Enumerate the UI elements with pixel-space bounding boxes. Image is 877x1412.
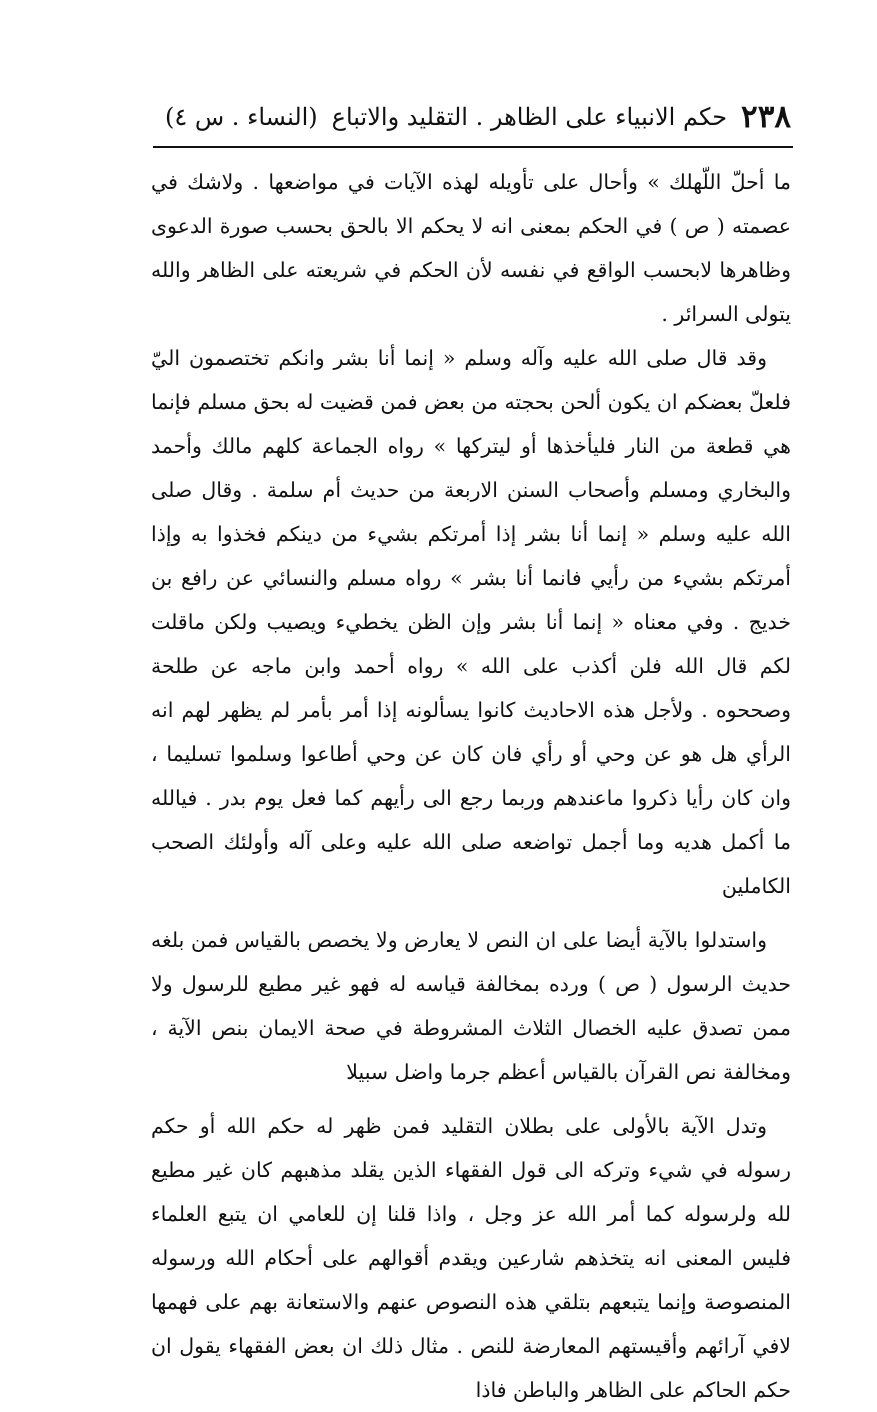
- page-number: ٢٣٨: [741, 99, 791, 135]
- body-text: [151, 160, 791, 1412]
- paragraph-4: وتدل الآية بالأولى على بطلان التقليد فمن ظهر له حكم الله أو حكم رسوله في شيء وتركه الى قول الفقهاء الذين يقلد مذهبهم كان غير مطيع لله ولرسوله كما أمر الله عز وجل ، واذا قلنا إن للعامي ان يتبع العلماء فليس المعنى انه يتخذهم شارعين ويقدم أقوالهم على أحكام الله ورسوله المنصوصة وإنما يتبعهم بتلقي هذه النصوص عنهم والاستعانة بهم على فهمها لافي آرائهم وأقيستهم المعارضة للنص . مثال ذلك ان بعض الفقهاء يقول ان حكم الحاكم على الظاهر والباطن فاذا: [151, 1114, 791, 1402]
- header-rule: [153, 146, 793, 148]
- page-header: [164, 92, 791, 142]
- paragraph-3: واستدلوا بالآية أيضا على ان النص لا يعارض ولا يخصص بالقياس فمن بلغه حديث الرسول ( ص ) ورده بمخالفة قياسه له فهو غير مطيع للرسول ولا ممن تصدق عليه الخصال الثلاث المشروطة في صحة الايمان بنص الآية ، ومخالفة نص القرآن بالقياس أعظم جرما واضل سبيلا: [151, 928, 791, 1084]
- paragraph-1: ما أحلّ اللّهلك » وأحال على تأويله لهذه الآيات في مواضعها . ولاشك في عصمته ( ص ) في الحكم بمعنى انه لا يحكم الا بالحق بحسب صورة الدعوى وظاهرها لابحسب الواقع في نفسه لأن الحكم في شريعته على الظاهر والله يتولى السرائر .: [151, 170, 791, 326]
- paragraph-2: وقد قال صلى الله عليه وآله وسلم « إنما أنا بشر وانكم تختصمون اليّ فلعلّ بعضكم ان يكون ألحن بحجته من بعض فمن قضيت له بحق مسلم فإنما هي قطعة من النار فليأخذها أو ليتركها » رواه الجماعة كلهم مالك وأحمد والبخاري ومسلم وأصحاب السنن الاربعة من حديث أم سلمة . وقال صلى الله عليه وسلم « إنما أنا بشر إذا أمرتكم بشيء من دينكم فخذوا به وإذا أمرتكم بشيء من رأيي فانما أنا بشر » رواه مسلم والنسائي عن رافع بن خديج . وفي معناه « إنما أنا بشر وإن الظن يخطيء ويصيب ولكن ماقلت لكم قال الله فلن أكذب على الله » رواه أحمد وابن ماجه عن طلحة وصححوه . ولأجل هذه الاحاديث كانوا يسألونه إذا أمر بأمر لم يظهر لهم انه الرأي هل هو عن وحي أو رأي فان كان عن وحي أطاعوا وسلموا تسليما ، وان كان رأيا ذكروا ماعندهم وربما رجع الى رأيهم كما فعل يوم بدر . فيالله ما أكمل هديه وما أجمل تواضعه صلى الله عليه وعلى آله وأولئك الصحب الكاملين: [151, 346, 792, 898]
- running-title: حكم الانبياء على الظاهر . التقليد والاتباع: [331, 103, 728, 131]
- surah-reference: (النساء . س ٤): [164, 103, 318, 131]
